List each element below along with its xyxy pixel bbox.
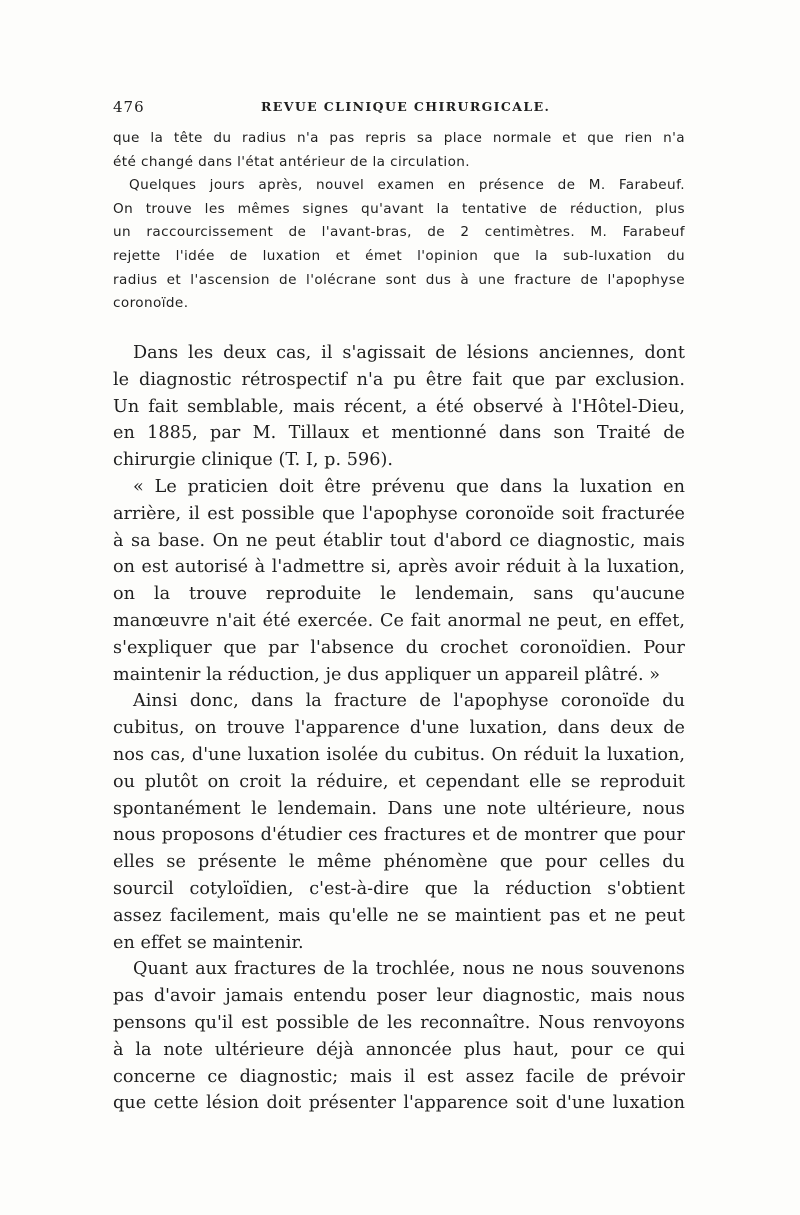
page-header bbox=[113, 98, 685, 120]
text-line: on la trouve reproduite le lendemain, sans qu'aucune bbox=[113, 584, 685, 605]
text-line: à la note ultérieure déjà annoncée plus haut, pour ce qui bbox=[113, 1039, 685, 1060]
text-line: été changé dans l'état antérieur de la circulation. bbox=[113, 153, 471, 170]
text-line: s'expliquer que par l'absence du crochet coronoïdien. Pour bbox=[113, 637, 685, 658]
text-line: « Le praticien doit être prévenu que dans la luxation en bbox=[133, 476, 685, 497]
text-line: radius et l'ascension de l'olécrane sont dus à une fracture de l'apophyse bbox=[113, 271, 685, 288]
text-line: maintenir la réduction, je dus appliquer un appareil plâtré. » bbox=[113, 664, 661, 685]
text-line: à sa base. On ne peut établir tout d'abord ce diagnostic, mais bbox=[113, 530, 685, 551]
text-line: coronoïde. bbox=[113, 295, 189, 312]
text-line: rejette l'idée de luxation et émet l'opinion que la sub-luxation du bbox=[113, 247, 685, 264]
body-text bbox=[113, 340, 685, 1117]
text-line: nos cas, d'une luxation isolée du cubitus. On réduit la luxation, bbox=[113, 744, 685, 765]
text-line: en 1885, par M. Tillaux et mentionné dans son Traité de bbox=[113, 423, 685, 444]
text-line: Quant aux fractures de la trochlée, nous ne nous souvenons bbox=[133, 959, 685, 980]
text-line: ou plutôt on croit la réduire, et cependant elle se reproduit bbox=[113, 771, 685, 792]
text-line: un raccourcissement de l'avant-bras, de 2 centimètres. M. Farabeuf bbox=[113, 224, 685, 241]
text-line: chirurgie clinique (T. I, p. 596). bbox=[113, 450, 394, 471]
page-number: 476 bbox=[113, 98, 145, 116]
text-line: que cette lésion doit présenter l'apparence soit d'une luxation bbox=[113, 1093, 685, 1114]
running-title: REVUE CLINIQUE CHIRURGICALE. bbox=[261, 99, 551, 114]
text-line: on est autorisé à l'admettre si, après avoir réduit à la luxation, bbox=[113, 557, 685, 578]
case-note-paragraph bbox=[113, 127, 685, 316]
text-line: pensons qu'il est possible de les reconnaître. Nous renvoyons bbox=[113, 1012, 685, 1033]
text-line: nous proposons d'étudier ces fractures et de montrer que pour bbox=[113, 825, 685, 846]
text-line: Dans les deux cas, il s'agissait de lésions anciennes, dont bbox=[133, 343, 685, 363]
text-line: en effet se maintenir. bbox=[113, 932, 304, 953]
text-line: assez facilement, mais qu'elle ne se maintient pas et ne peut bbox=[113, 905, 685, 926]
text-line: pas d'avoir jamais entendu poser leur diagnostic, mais nous bbox=[113, 986, 685, 1007]
text-line: Ainsi donc, dans la fracture de l'apophyse coronoïde du bbox=[133, 691, 685, 712]
text-line: arrière, il est possible que l'apophyse coronoïde soit fracturée bbox=[113, 503, 685, 524]
text-line: spontanément le lendemain. Dans une note ultérieure, nous bbox=[113, 798, 685, 819]
text-line: le diagnostic rétrospectif n'a pu être fait que par exclusion. bbox=[113, 369, 685, 390]
text-line: manœuvre n'ait été exercée. Ce fait anormal ne peut, en effet, bbox=[113, 610, 685, 631]
text-line: On trouve les mêmes signes qu'avant la tentative de réduction, plus bbox=[113, 200, 685, 217]
text-line: sourcil cotyloïdien, c'est-à-dire que la réduction s'obtient bbox=[113, 878, 685, 899]
text-line: concerne ce diagnostic; mais il est assez facile de prévoir bbox=[113, 1066, 685, 1087]
text-line: elles se présente le même phénomène que pour celles du bbox=[113, 852, 685, 873]
text-line: cubitus, on trouve l'apparence d'une luxation, dans deux de bbox=[113, 718, 685, 739]
text-line: Quelques jours après, nouvel examen en présence de M. Farabeuf. bbox=[129, 177, 685, 194]
text-line: Un fait semblable, mais récent, a été observé à l'Hôtel-Dieu, bbox=[113, 396, 685, 417]
text-line: que la tête du radius n'a pas repris sa place normale et que rien n'a bbox=[113, 130, 685, 146]
